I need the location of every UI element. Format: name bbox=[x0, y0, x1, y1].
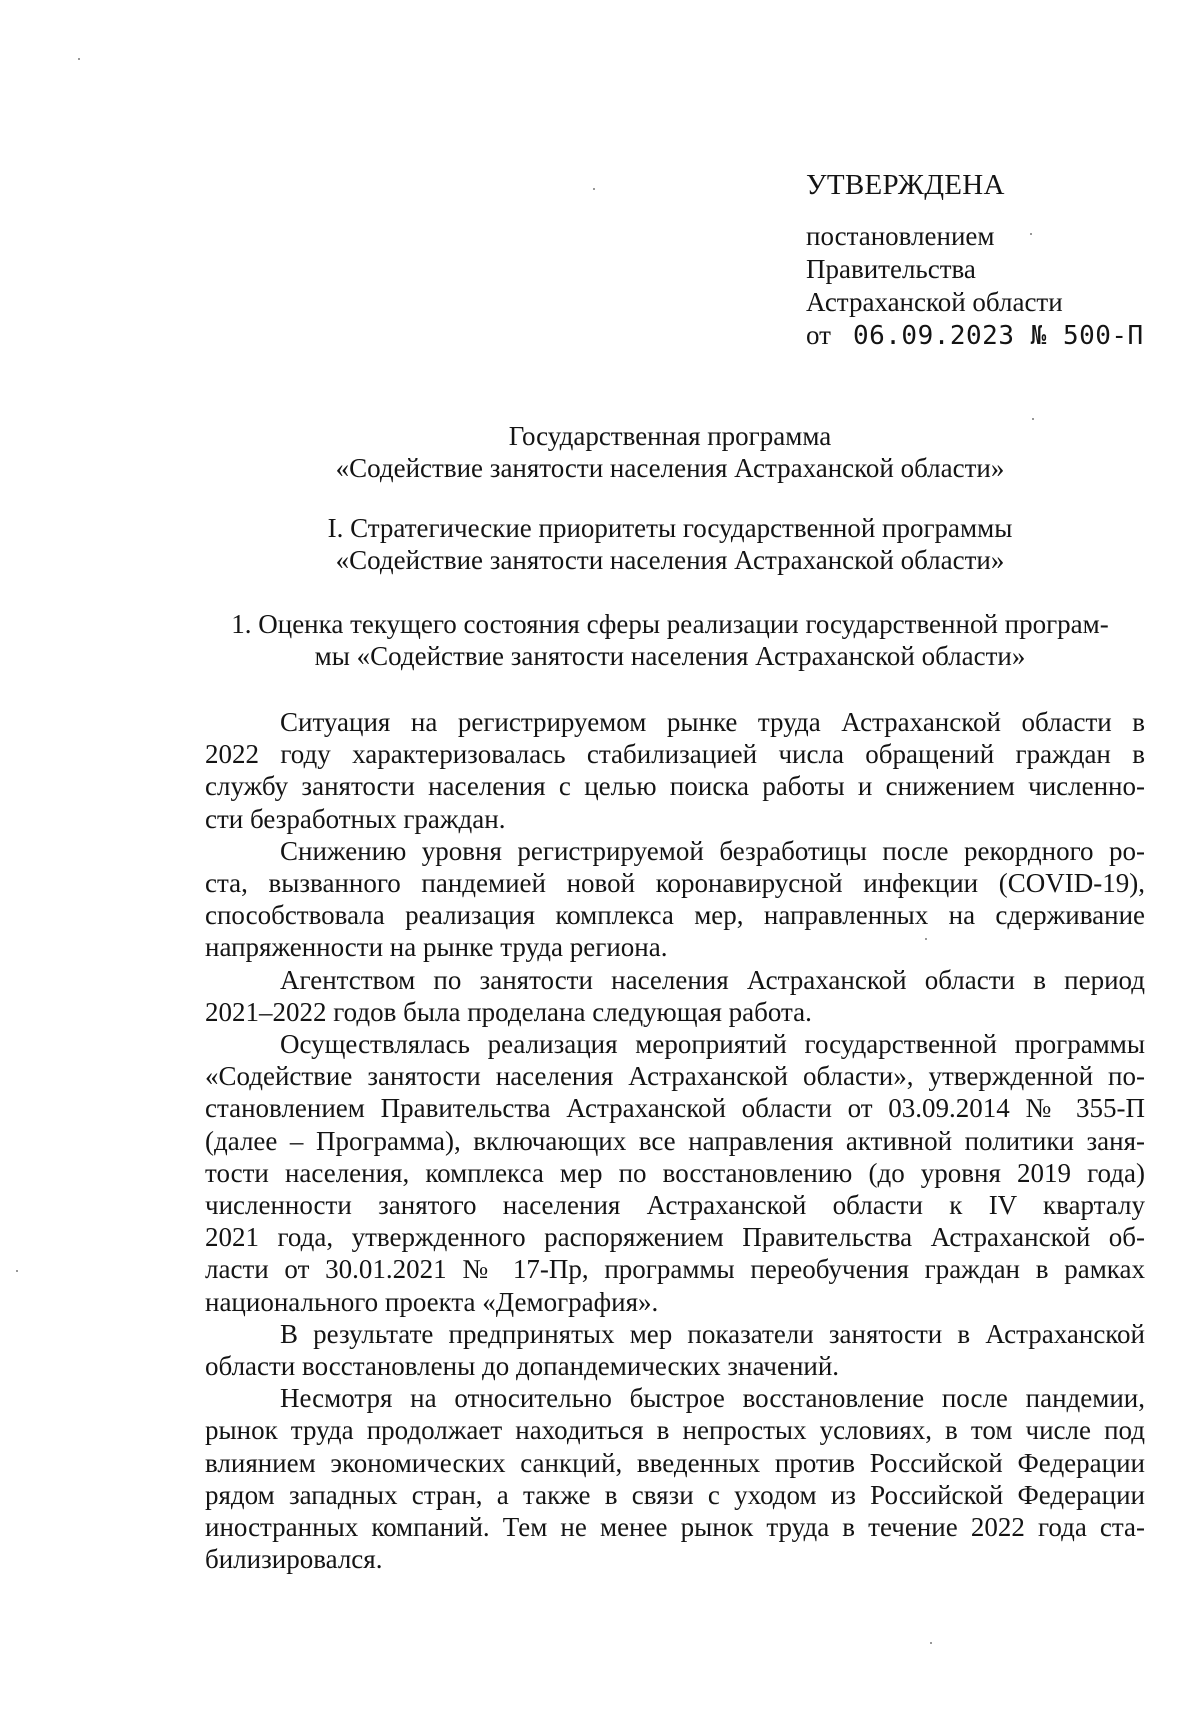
paragraph-line: В результате предпринятых мер показатели занятости в Астраханской bbox=[280, 1318, 1145, 1349]
paragraph-line: рядом западных стран, а также в связи с уходом из Российской Федерации bbox=[205, 1479, 1145, 1510]
paragraph-line: билизировался. bbox=[205, 1544, 383, 1575]
paragraph-line: Осуществлялась реализация мероприятий государственной программы bbox=[280, 1029, 1145, 1060]
section-title-line-1: I. Стратегические приоритеты государственной программы bbox=[327, 513, 1013, 543]
paragraph-line: Агентством по занятости населения Астраханской области в период bbox=[280, 964, 1145, 995]
paragraph-line: влиянием экономических санкций, введенных против Российской Федерации bbox=[205, 1447, 1145, 1478]
paragraph-line: 2022 году характеризовалась стабилизацией числа обращений граждан в bbox=[205, 739, 1145, 770]
section-title-line-2: «Содействие занятости населения Астраханской области» bbox=[335, 545, 1005, 575]
paragraph-line: ста, вызванного пандемией новой коронавирусной инфекции (COVID-19), bbox=[205, 868, 1145, 899]
subsection-title-line-2: мы «Содействие занятости населения Астраханской области» bbox=[314, 641, 1026, 671]
subsection-title bbox=[180, 608, 1160, 672]
paragraph bbox=[205, 835, 1145, 964]
paragraph bbox=[205, 1382, 1145, 1575]
paragraph-line: иностранных компаний. Тем не менее рынок труда в течение 2022 года ста- bbox=[205, 1512, 1145, 1543]
paragraph-line: 2021 года, утвержденного распоряжением Правительства Астраханской об- bbox=[205, 1222, 1145, 1253]
subsection-title-line-1: 1. Оценка текущего состояния сферы реализации государственной програм- bbox=[231, 609, 1109, 639]
paragraph-line: способствовала реализация комплекса мер, направленных на сдерживание bbox=[205, 900, 1145, 931]
paragraph-line: сти безработных граждан. bbox=[205, 803, 506, 834]
approval-line-1: постановлением bbox=[806, 221, 995, 251]
paragraph-line: 2021–2022 годов была проделана следующая работа. bbox=[205, 996, 812, 1027]
paragraph-line: службу занятости населения с целью поиска работы и снижением численно- bbox=[205, 771, 1145, 802]
paragraph-line: напряженности на рынке труда региона. bbox=[205, 932, 668, 963]
paragraph-line: области восстановлены до допандемических значений. bbox=[205, 1351, 840, 1382]
approval-title: УТВЕРЖДЕНА bbox=[806, 169, 1005, 201]
paragraph-line: тости населения, комплекса мер по восстановлению (до уровня 2019 года) bbox=[205, 1157, 1145, 1188]
section-title bbox=[180, 512, 1160, 576]
paragraph-line: национального проекта «Демография». bbox=[205, 1286, 659, 1317]
paragraph bbox=[205, 1028, 1145, 1318]
approval-stamp bbox=[806, 168, 1166, 353]
approval-date-line bbox=[806, 319, 1166, 353]
approval-line-2: Правительства bbox=[806, 254, 976, 284]
paragraph bbox=[205, 1318, 1145, 1382]
paragraph-line: Ситуация на регистрируемом рынке труда Астраханской области в bbox=[280, 707, 1145, 737]
paragraph-line: (далее – Программа), включающих все направления активной политики заня- bbox=[205, 1125, 1145, 1156]
program-title-line-2: «Содействие занятости населения Астраханской области» bbox=[335, 453, 1005, 483]
paragraph bbox=[205, 964, 1145, 1028]
approval-date-number: 06.09.2023 № 500-П bbox=[852, 321, 1144, 351]
paragraph bbox=[205, 706, 1145, 835]
paragraph-line: становлением Правительства Астраханской области от 03.09.2014 № 355-П bbox=[205, 1093, 1145, 1124]
body-text bbox=[205, 706, 1145, 1575]
paragraph-line: численности занятого населения Астраханской области к IV кварталу bbox=[205, 1190, 1145, 1221]
approval-line-3: Астраханской области bbox=[806, 287, 1063, 317]
paragraph-line: Несмотря на относительно быстрое восстановление после пандемии, bbox=[280, 1383, 1145, 1414]
paragraph-line: рынок труда продолжает находиться в непростых условиях, в том числе под bbox=[205, 1415, 1145, 1446]
program-title bbox=[180, 420, 1160, 484]
approval-date-prefix: от bbox=[806, 320, 831, 350]
paragraph-line: «Содействие занятости населения Астраханской области», утвержденной по- bbox=[205, 1061, 1145, 1092]
paragraph-line: ласти от 30.01.2021 № 17-Пр, программы переобучения граждан в рамках bbox=[205, 1254, 1145, 1285]
program-title-line-1: Государственная программа bbox=[508, 421, 832, 451]
paragraph-line: Снижению уровня регистрируемой безработицы после рекордного ро- bbox=[280, 835, 1145, 866]
